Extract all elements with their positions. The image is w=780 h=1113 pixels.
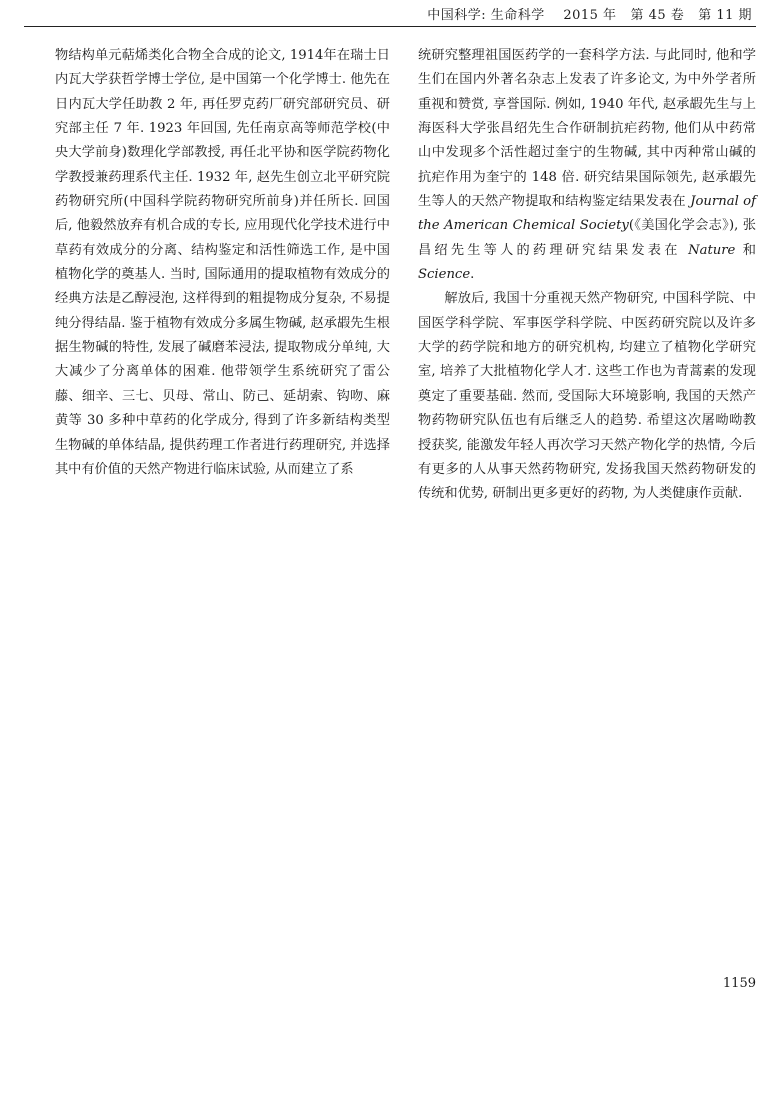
journal-issue: 第 11 期 [698,8,752,23]
journal-year: 2015 年 [563,8,617,23]
journal-volume: 第 45 卷 [630,8,685,23]
left-column [55,44,390,482]
journal-citation [427,4,752,23]
right-column [418,44,756,507]
journal-name: 中国科学: 生命科学 [427,8,545,23]
journal-title-jacs: Journal of the American Chemical Society [418,194,756,234]
right-paragraph-1-text-2: (《美国化学会志》), 张昌绍先生等人的药理研究结果发表在 [418,218,756,258]
running-header [24,0,756,27]
left-paragraph-1: 物结构单元萜烯类化合物全合成的论文, 1914年在瑞士日内瓦大学获哲学博士学位, 是中国第一个化学博士. 他先在日内瓦大学任助教 2 年, 再任罗克药厂研究部研究员、研究部主任 7 年. 1923 年回国, 先任南京高等师范学校(中央大学前身)数理化学部教授, 再任北平协和医学院药物化学教授兼药理系代主任. 1932 年, 赵先生创立北平研究院药物研究所(中国科学院药物研究所前身)并任所长. 回国后, 他毅然放弃有机合成的专长, 应用现代化学技术进行中草药有效成分的分离、结构鉴定和活性筛选工作, 是中国植物化学的奠基人. 当时, 国际通用的提取植物有效成分的经典方法是乙醇浸泡, 这样得到的粗提物成分复杂, 不易提纯分得结晶. 鉴于植物有效成分多属生物碱, 赵承嘏先生根据生物碱的特性, 发展了碱磨苯浸法, 提取物成分单纯, 大大减少了分离单体的困难. 他带领学生系统研究了雷公藤、细辛、三七、贝母、常山、防己、延胡索、钩吻、麻黄等 30 多种中草药的化学成分, 得到了许多新结构类型生物碱的单体结晶, 提供药理工作者进行药理研究, 并选择其中有价值的天然产物进行临床试验, 从而建立了系 [55,48,390,477]
page-number: 1159 [722,976,756,991]
conjunction-and: 和 [735,242,756,258]
right-paragraph-1 [418,44,756,287]
right-paragraph-2: 解放后, 我国十分重视天然产物研究, 中国科学院、中国医学科学院、军事医学科学院、中医药研究院以及许多大学的药学院和地方的研究机构, 均建立了植物化学研究室, 培养了大批植物化学人才. 这些工作也为青蒿素的发现奠定了重要基础. 然而, 受国际大环境影响, 我国的天然产物药物研究队伍也有后继乏人的趋势. 希望这次屠呦呦教授获奖, 能激发年轻人再次学习天然产物化学的热情, 今后有更多的人从事天然药物研究, 发扬我国天然药物研发的传统和优势, 研制出更多更好的药物, 为人类健康作贡献. [418,291,756,502]
sentence-end: . [470,267,475,283]
right-paragraph-1-text: 统研究整理祖国医药学的一套科学方法. 与此同时, 他和学生们在国内外著名杂志上发表了许多论文, 为中外学者所重视和赞赏, 享誉国际. 例如, 1940 年代, 赵承嘏先生与上海医科大学张昌绍先生合作研制抗疟药物, 他们从中药常山中发现多个活性超过奎宁的生物碱, 其中丙种常山碱的抗疟作用为奎宁的 148 倍. 研究结果国际领先, 赵承嘏先生等人的天然产物提取和结构鉴定结果发表在 [418,48,756,210]
journal-title-nature: Nature [688,242,736,258]
journal-title-science: Science [418,267,471,283]
